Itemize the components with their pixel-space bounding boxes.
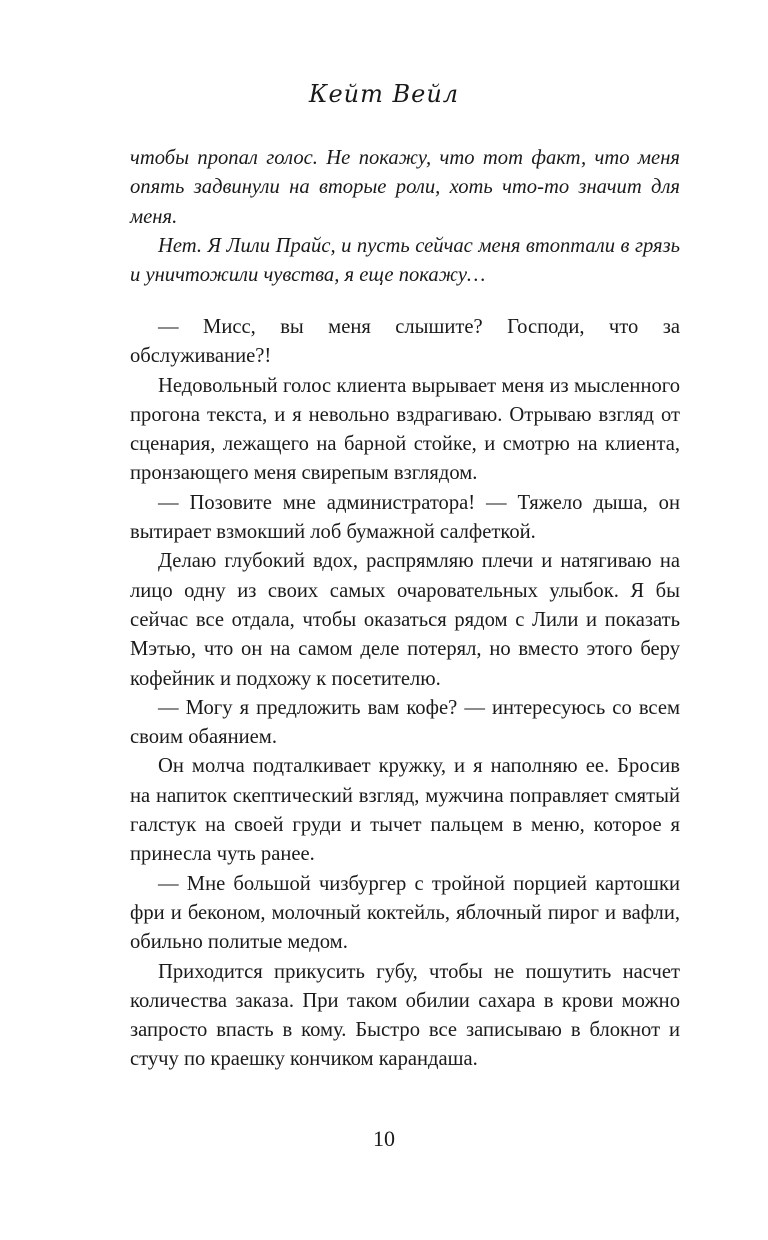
paragraph-4: Делаю глубокий вдох, распрямляю плечи и натягиваю на лицо одну из своих самых очаровательных улыбок. Я бы сейчас все отдала, чтобы оказаться рядом с Лили и показать Мэтью, что он на самом деле потерял, но вместо этого беру кофейник и подхожу к посетителю. <box>130 550 680 690</box>
italic-paragraph-2: Нет. Я Лили Прайс, и пусть сейчас меня втоптали в грязь и уничтожили чувства, я еще покажу… <box>130 234 680 287</box>
paragraph-2: Недовольный голос клиента вырывает меня из мысленного прогона текста, и я невольно вздрагиваю. Отрываю взгляд от сценария, лежащего на барной стойке, и смотрю на клиента, пронзающего меня свирепым взглядом. <box>130 374 680 485</box>
running-header-author: Кейт Вейл <box>308 80 460 108</box>
paragraph-8: Приходится прикусить губу, чтобы не пошутить насчет количества заказа. При таком обилии сахара в крови можно запросто впасть в кому. Быстро все записываю в блокнот и стучу по краешку кончиком карандаша. <box>130 960 680 1071</box>
paragraph-6: Он молча подталкивает кружку, и я наполняю ее. Бросив на напиток скептический взгляд, мужчина поправляет смятый галстук на своей груди и тычет пальцем в меню, которое я принесла чуть ранее. <box>130 755 680 866</box>
paragraph-5: — Могу я предложить вам кофе? — интересуюсь со всем своим обаянием. <box>130 696 680 749</box>
italic-text-block <box>130 144 680 290</box>
paragraph-3: — Позовите мне администратора! — Тяжело дыша, он вытирает взмокший лоб бумажной салфеткой. <box>130 491 680 544</box>
paragraph-1: — Мисс, вы меня слышите? Господи, что за обслуживание?! <box>130 316 680 368</box>
page-number: 10 <box>373 1126 395 1151</box>
italic-paragraph-1: чтобы пропал голос. Не покажу, что тот факт, что меня опять задвинули на вторые роли, хоть что-то значит для меня. <box>130 147 680 228</box>
body-text-block <box>130 313 680 1075</box>
paragraph-7: — Мне большой чизбургер с тройной порцией картошки фри и беконом, молочный коктейль, яблочный пирог и вафли, обильно политые медом. <box>130 872 680 954</box>
